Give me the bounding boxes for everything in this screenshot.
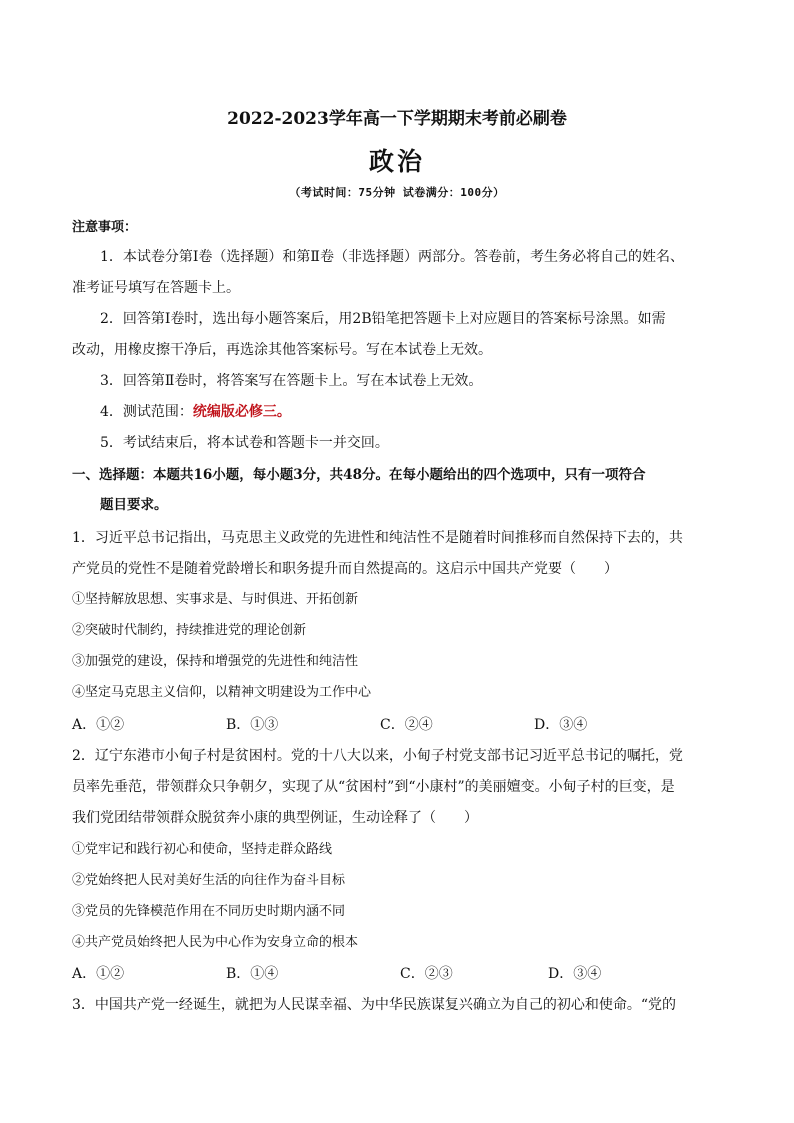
exam-title: 2022-2023学年高一下学期期末考前必刷卷 (227, 109, 567, 129)
notice-item-5: 5．考试结束后，将本试卷和答题卡一并交回。 (100, 435, 389, 451)
scope-label: 4．测试范围： (100, 404, 193, 420)
q2-option-b[interactable]: B．①④ (226, 966, 279, 982)
q2-statement-2: ②党始终把人民对美好生活的向往作为奋斗目标 (72, 873, 346, 888)
section-heading-a: 一、选择题：本题共16小题，每小题3分，共48分。在每小题给出的 (72, 467, 484, 483)
q1-option-d[interactable]: D．③④ (534, 717, 588, 733)
subject-title: 政治 (368, 147, 425, 176)
notice-item-1-cont: 准考证号填写在答题卡上。 (72, 280, 240, 296)
scope-value: 统编版必修三。 (192, 404, 291, 420)
q2-option-d[interactable]: D．③④ (548, 966, 602, 982)
q1-option-a[interactable]: A．①② (72, 717, 125, 733)
q1-stem-line-2: 产党员的党性不是随着党龄增长和职务提升而自然提高的。这启示中国共产党要（ ） (72, 561, 618, 577)
q2-stem-line-1: 2．辽宁东港市小甸子村是贫困村。党的十八大以来，小甸子村党支部书记习近平总书记的嘱托，党 (72, 748, 683, 764)
q2-statement-3: ③党员的先锋模范作用在不同历史时期内涵不同 (72, 904, 346, 919)
q1-statement-3: ③加强党的建设，保持和增强党的先进性和纯洁性 (72, 654, 359, 669)
q1-stem-line-1: 1．习近平总书记指出，马克思主义政党的先进性和纯洁性不是随着时间推移而自然保持下去的，共 (72, 530, 683, 546)
q2-option-a[interactable]: A．①② (72, 966, 125, 982)
section-heading-c: ，只有一项符合 (550, 467, 646, 483)
q1-option-b[interactable]: B．①③ (226, 717, 279, 733)
q1-statement-4: ④坚定马克思主义信仰，以精神文明建设为工作中心 (72, 685, 372, 700)
q2-statement-1: ①党牢记和践行初心和使命，坚持走群众路线 (72, 842, 333, 857)
q2-stem-line-3: 我们党团结带领群众脱贫奔小康的典型例证，生动诠释了（ ） (72, 810, 478, 826)
q1-statement-1: ①坚持解放思想、实事求是、与时俱进、开拓创新 (72, 592, 359, 607)
section-heading (72, 466, 645, 484)
notice-item-3: 3．回答第Ⅱ卷时，将答案写在答题卡上。写在本试卷上无效。 (100, 373, 483, 389)
notice-item-4 (100, 403, 291, 421)
notice-item-1: 1．本试卷分第Ⅰ卷（选择题）和第Ⅱ卷（非选择题）两部分。答卷前，考生务必将自己的姓名、 (100, 249, 684, 265)
notice-heading: 注意事项： (72, 220, 138, 235)
section-heading-b: 四个选项中 (483, 467, 551, 483)
section-heading-cont: 题目要求。 (100, 497, 168, 513)
q2-option-c[interactable]: C．②③ (400, 966, 453, 982)
q3-stem-line-1: 3．中国共产党一经诞生，就把为人民谋幸福、为中华民族谋复兴确立为自己的初心和使命。“党的 (72, 997, 677, 1013)
q1-statement-2: ②突破时代制约，持续推进党的理论创新 (72, 623, 307, 638)
q2-stem-line-2: 员率先垂范，带领群众只争朝夕，实现了从“贫困村”到“小康村”的美丽嬗变。小甸子村的巨变，是 (72, 779, 675, 795)
notice-item-2-cont: 改动，用橡皮擦干净后，再选涂其他答案标号。写在本试卷上无效。 (72, 342, 492, 358)
q1-option-c[interactable]: C．②④ (380, 717, 433, 733)
notice-item-2: 2．回答第Ⅰ卷时，选出每小题答案后，用2B铅笔把答题卡上对应题目的答案标号涂黑。如需 (100, 311, 666, 327)
exam-info: （考试时间：75分钟 试卷满分：100分） (289, 186, 505, 199)
q2-statement-4: ④共产党员始终把人民为中心作为安身立命的根本 (72, 935, 359, 950)
